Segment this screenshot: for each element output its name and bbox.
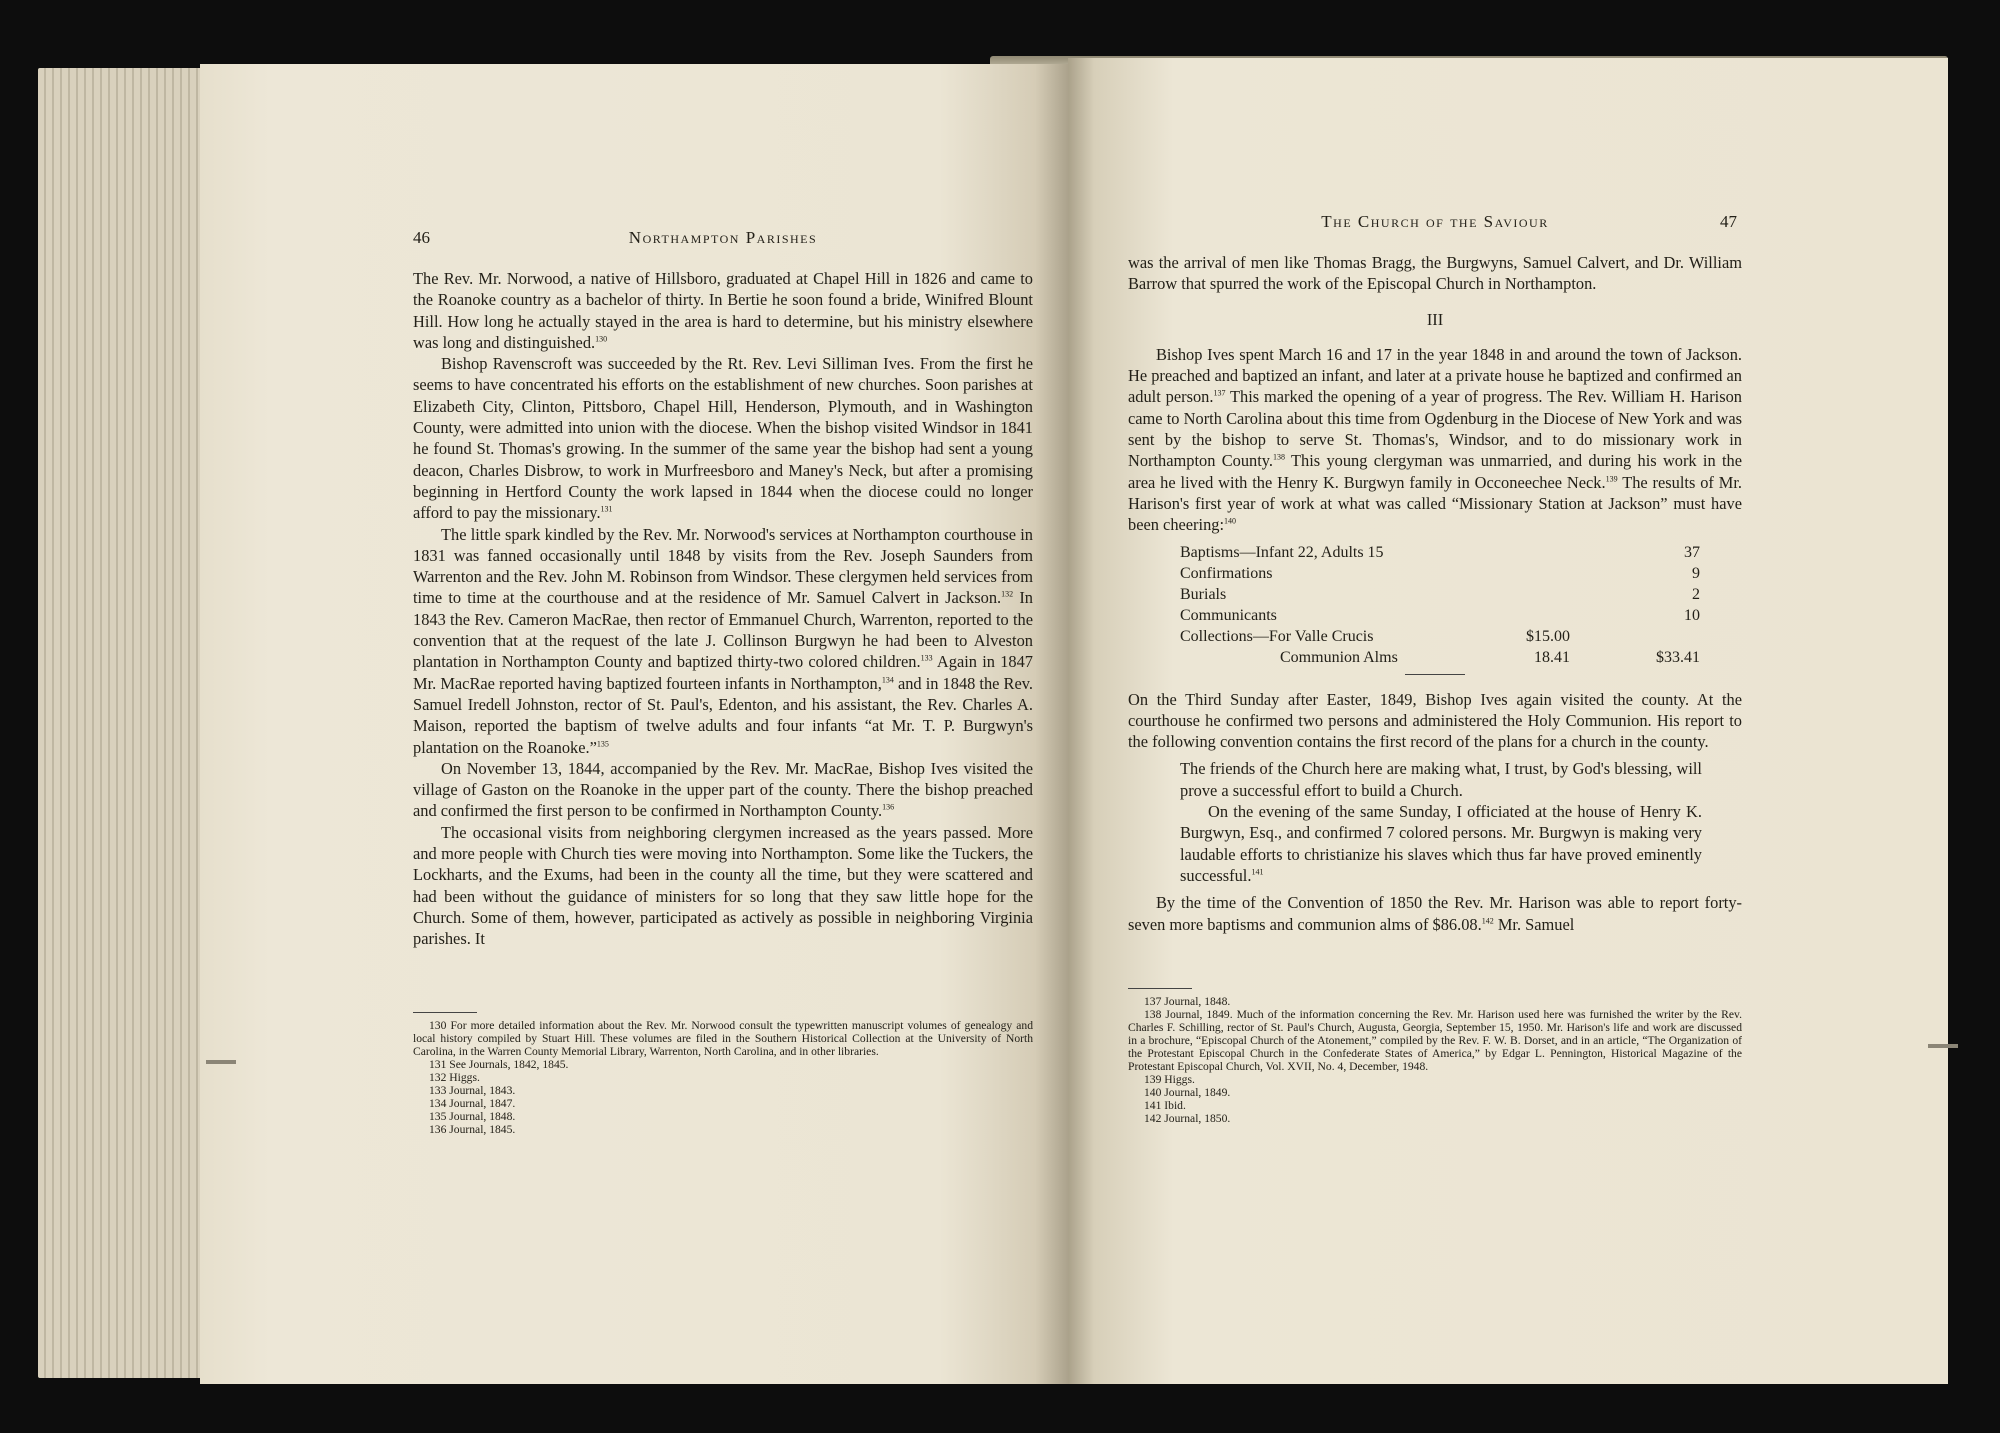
footnote: 142 Journal, 1850. (1144, 1112, 1231, 1125)
page-marker-right (1928, 1044, 1958, 1048)
footnote: 138 Journal, 1849. Much of the information concerning the Rev. Mr. Harison used here was furnished the writer by the Rev. Charles F. Schilling, rector of St. Paul's Church, Augusta, Georgia, September 15, 1950. Mr. Harison's life and work are discussed in a brochure, “Episcopal Church of the Atonement,” compiled by the Rev. F. W. B. Dorset, and in an article, “The Organization of the Protestant Episcopal Church in the Confederate States of America,” by Edgar L. Pennington, Historical Magazine of the Protestant Episcopal Church, Vol. XVII, No. 4, December, 1948. (1128, 1008, 1742, 1073)
table-row: Confirmations 9 (1180, 564, 1700, 582)
footnote-rule (1128, 988, 1192, 989)
right-running-head: The Church of the Saviour (1321, 212, 1549, 231)
page-marker-left (206, 1060, 236, 1064)
footnote-rule (413, 1012, 477, 1013)
paragraph: On the Third Sunday after Easter, 1849, Bishop Ives again visited the county. At the courthouse he confirmed two persons and administered the Holy Communion. His report to the following convention contains the first record of the plans for a church in the county. (1128, 689, 1742, 752)
left-footnotes (413, 1012, 1033, 1136)
footnote: 140 Journal, 1849. (1144, 1086, 1231, 1099)
table-row: Burials 2 (1180, 585, 1700, 603)
right-body-text (1128, 252, 1742, 935)
paragraph: was the arrival of men like Thomas Bragg, the Burgwyns, Samuel Calvert, and Dr. William Barrow that spurred the work of the Episcopal Church in Northampton. (1128, 253, 1742, 294)
paragraph: Bishop Ravenscroft was succeeded by the Rt. Rev. Levi Silliman Ives. From the first he seems to have concentrated his efforts on the establishment of new churches. Soon parishes at Elizabeth City, Clinton, Pittsboro, Chapel Hill, Henderson, Plymouth, and in Washington County, were admitted into union with the diocese. When the bishop visited Windsor in 1841 he found St. Thomas's growing. In the summer of the same year the bishop had sent a young deacon, Charles Disbrow, to work in Murfreesboro and Maney's Neck, but after a promising beginning in Hertford County the work lapsed in 1844 when the diocese could no longer afford to pay the missionary.$^{131}$ (413, 354, 1033, 523)
table-row: Communicants 10 (1180, 606, 1700, 624)
footnote: 132 Higgs. (429, 1071, 480, 1084)
paragraph: Bishop Ives spent March 16 and 17 in the year 1848 in and around the town of Jackson. He preached and baptized an infant, and later at a private house he baptized and confirmed an adult person.$^{137}$ This marked the opening of a year of progress. The Rev. William H. Harison came to North Carolina about this time from Ogdenburg in the Diocese of New York and was sent by the bishop to serve St. Thomas's, Windsor, and to do missionary work in Northampton County.$^{138}$ This young clergyman was unmarried, and during his work in the area he lived with the Henry K. Burgwyn family in Occoneechee Neck.$^{139}$ The results of Mr. Harison's first year of work at what was called “Missionary Station at Jackson” must have been cheering:$^{140}$ (1128, 344, 1742, 535)
paragraph: The Rev. Mr. Norwood, a native of Hillsboro, graduated at Chapel Hill in 1826 and came to the Roanoke country as a bachelor of thirty. In Bertie he soon found a bride, Winifred Blount Hill. How long he actually stayed in the area is hard to determine, but his ministry elsewhere was long and distinguished.$^{130}$ (413, 269, 1033, 352)
left-page-number: 46 (413, 228, 430, 247)
table-row: Communion Alms 18.41 $33.41 (1280, 648, 1700, 666)
table-row: Collections—For Valle Crucis $15.00 (1180, 627, 1570, 645)
paragraph: On November 13, 1844, accompanied by the Rev. Mr. MacRae, Bishop Ives visited the village of Gaston on the Roanoke in the upper part of the county. There the bishop preached and confirmed the first person to be confirmed in Northampton County.$^{136}$ (413, 758, 1033, 821)
stacked-page-edges (38, 68, 208, 1378)
block-quote: The friends of the Church here are making what, I trust, by God's blessing, will prove a successful effort to build a Church. On the evening of the same Sunday, I officiated at the house of Henry K. Burgwyn, Esq., and confirmed 7 colored persons. Mr. Burgwyn is making very laudable efforts to christianize his slaves which thus far have proved eminently successful.$^{141}$ (1180, 759, 1702, 885)
footnote: 134 Journal, 1847. (429, 1097, 516, 1110)
footnote: 141 Ibid. (1144, 1099, 1186, 1112)
footnote: 131 See Journals, 1842, 1845. (429, 1058, 569, 1071)
section-heading: III (1426, 309, 1444, 329)
paragraph: The occasional visits from neighboring clergymen increased as the years passed. More and more people with Church ties were moving into Northampton. Some like the Tuckers, the Lockharts, and the Exums, had been in the county all the time, but they were scattered and had been without the guidance of ministers for so long that they saw little hope for the Church. Some of them, however, participated as actively as possible in neighboring Virginia parishes. It (413, 822, 1033, 949)
left-body-text (413, 268, 1033, 950)
footnote: 130 For more detailed information about the Rev. Mr. Norwood consult the typewritten manuscript volumes of genealogy and local history compiled by Stuart Hill. These volumes are filed in the Southern Historical Collection at the University of North Carolina, in the Warren County Memorial Library, Warrenton, North Carolina, and in other libraries. (413, 1019, 1033, 1058)
statistics-table (1180, 542, 1700, 668)
right-footnotes (1128, 988, 1742, 1125)
table-row: Baptisms—Infant 22, Adults 15 37 (1180, 543, 1700, 561)
footnote: 133 Journal, 1843. (429, 1084, 516, 1097)
table-rule (1405, 674, 1465, 675)
right-page-number: 47 (1720, 212, 1737, 231)
footnote: 135 Journal, 1848. (429, 1110, 516, 1123)
paragraph: The little spark kindled by the Rev. Mr. Norwood's services at Northampton courthouse in 1831 was fanned occasionally until 1848 by visits from the Rev. Joseph Saunders from Warrenton and the Rev. John M. Robinson from Windsor. These clergymen held services from time to time at the courthouse and at the residence of Mr. Samuel Calvert in Jackson.$^{132}$ In 1843 the Rev. Cameron MacRae, then rector of Emmanuel Church, Warrenton, reported to the convention that at the request of the late J. Collinson Burgwyn he had been to Alveston plantation in Northampton County and baptized thirty-two colored children.$^{133}$ Again in 1847 Mr. MacRae reported having baptized fourteen infants in Northampton,$^{134}$ and in 1848 the Rev. Samuel Iredell Johnston, rector of St. Paul's, Edenton, and his assistant, the Rev. Charles A. Maison, reported the baptism of twelve adults and four infants “at Mr. T. P. Burgwyn's plantation on the Roanoke.”$^{135}$ (413, 524, 1033, 757)
left-running-head: Northampton Parishes (628, 228, 818, 247)
footnote: 137 Journal, 1848. (1144, 995, 1231, 1008)
footnote: 139 Higgs. (1144, 1073, 1195, 1086)
paragraph: By the time of the Convention of 1850 the Rev. Mr. Harison was able to report forty-seven more baptisms and communion alms of $86.08.$^{142}$ Mr. Samuel (1128, 893, 1742, 934)
footnote: 136 Journal, 1845. (429, 1123, 516, 1136)
